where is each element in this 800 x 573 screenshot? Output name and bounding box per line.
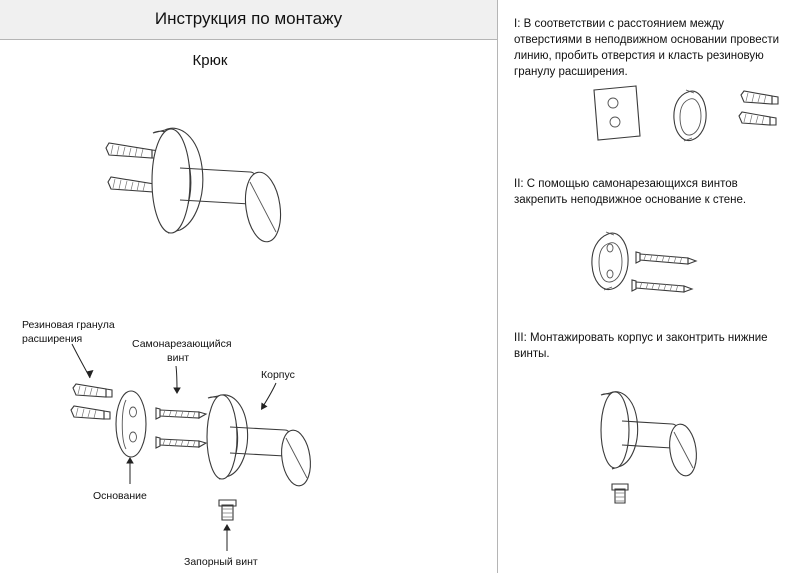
step-1-rubber-granules	[739, 91, 778, 125]
label-locking-screw: Запорный винт	[184, 556, 258, 568]
hook-arm	[180, 168, 258, 204]
exploded-hook-head	[278, 428, 314, 487]
self-tapping-screw-top	[156, 408, 206, 419]
self-tapping-screw-bottom	[156, 437, 206, 448]
rubber-granule-bottom	[71, 406, 110, 419]
product-name: Крюк	[192, 52, 228, 69]
step-2-text: II: С помощью самонарезающихся винтов закрепить неподвижное основание к стене.	[514, 178, 747, 206]
label-rubber-granule-line1: Резиновая гранула	[22, 319, 115, 331]
label-self-tapping-screw-line2: винт	[167, 352, 190, 364]
step-3-text: III: Монтажировать корпус и законтрить нижние винты.	[514, 332, 768, 360]
rubber-granule-top	[73, 384, 112, 397]
step-3-body	[601, 392, 699, 478]
wall-marking-plate	[594, 86, 640, 140]
step-1-parts	[594, 86, 778, 141]
label-rubber-granule-line2: расширения	[22, 333, 83, 345]
assembled-hook-illustration	[106, 128, 285, 244]
hook-head	[241, 170, 284, 244]
anchor-screw-bottom	[108, 177, 162, 192]
base-ring	[674, 90, 706, 141]
step-2-parts	[592, 232, 696, 292]
base-disc	[116, 391, 146, 457]
step-2-base-ring	[592, 232, 628, 290]
anchor-screw-top	[106, 143, 160, 158]
body-arm	[230, 427, 292, 456]
body-disc	[207, 395, 248, 479]
step-2-screw-top	[636, 252, 696, 264]
vertical-divider	[497, 0, 498, 573]
label-base: Основание	[93, 490, 147, 502]
base-plate	[152, 128, 203, 233]
step-3-locking-screw	[612, 484, 628, 503]
step-3-parts	[601, 392, 699, 503]
label-body: Корпус	[261, 369, 295, 381]
label-self-tapping-screw-line1: Самонарезающийся	[132, 338, 232, 350]
callout-arrows	[72, 344, 276, 551]
page-title: Инструкция по монтажу	[154, 9, 343, 28]
locking-screw	[219, 500, 236, 520]
step-1-text: I: В соответствии с расстоянием между отверстиями в неподвижном основании провести линию, пробить отверстия и класть резиновую гранулу расширения.	[514, 18, 780, 78]
step-2-screw-bottom	[632, 280, 692, 292]
